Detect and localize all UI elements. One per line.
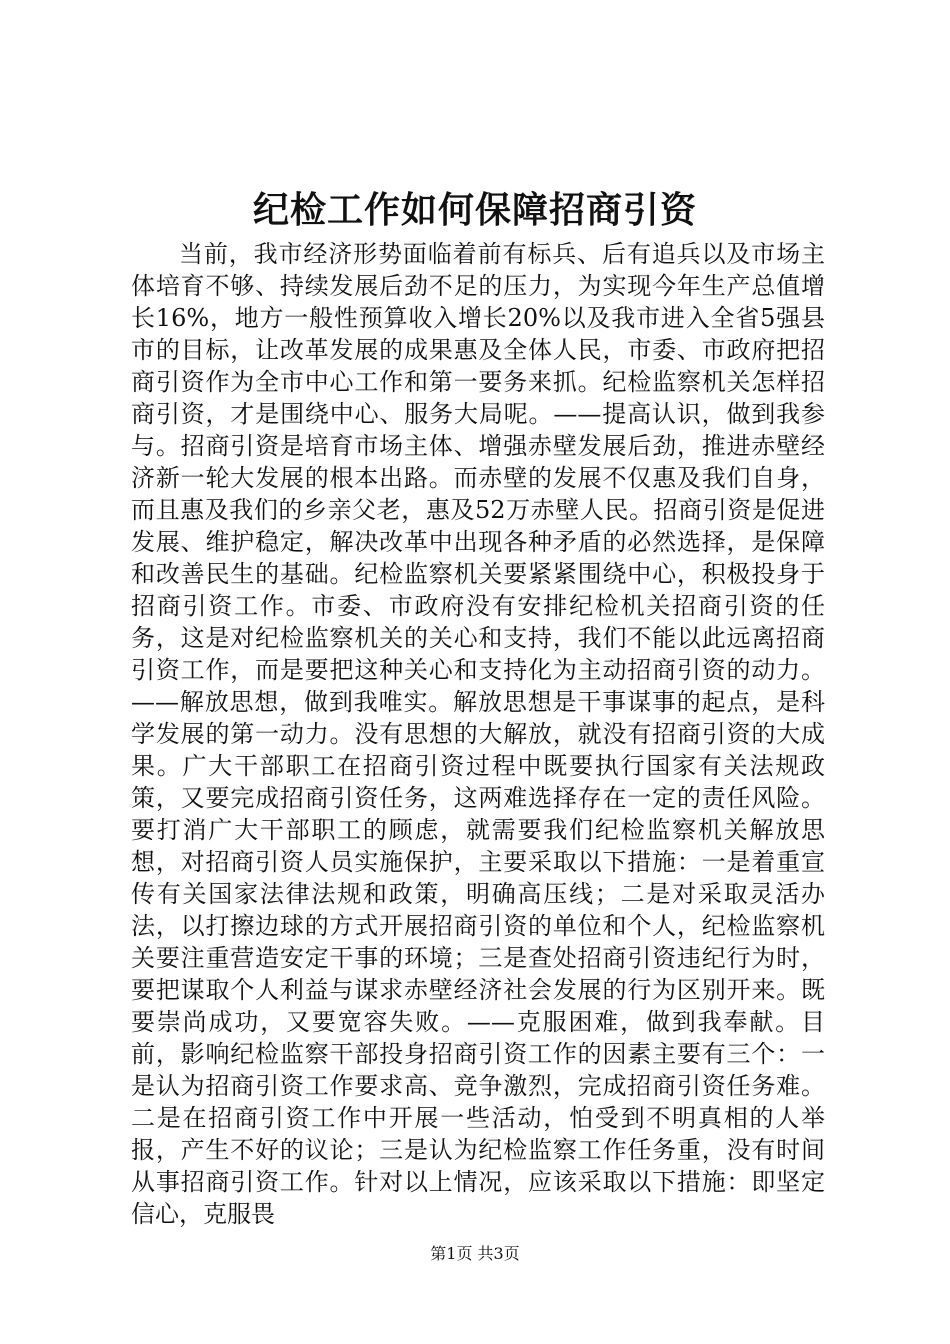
page-number-footer: 第1页 共3页 xyxy=(430,1244,520,1263)
document-title: 纪检工作如何保障招商引资 xyxy=(252,189,697,231)
document-body-paragraph: 当前，我市经济形势面临着前有标兵、后有追兵以及市场主体培育不够、持续发展后劲不足的压力，为实现今年生产总值增长16%，地方一般性预算收入增长20%以及我市进入全省5强县市的目标，让改革发展的成果惠及全体人民，市委、市政府把招商引资作为全市中心工作和第一要务来抓。纪检监察机关怎样招商引资，才是围绕中心、服务大局呢。——提高认识，做到我参与。招商引资是培育市场主体、增强赤壁发展后劲，推进赤壁经济新一轮大发展的根本出路。而赤壁的发展不仅惠及我们自身，而且惠及我们的乡亲父老，惠及52万赤壁人民。招商引资是促进发展、维护稳定，解决改革中出现各种矛盾的必然选择，是保障和改善民生的基础。纪检监察机关要紧紧围绕中心，积极投身于招商引资工作。市委、市政府没有安排纪检机关招商引资的任务，这是对纪检监察机关的关心和支持，我们不能以此远离招商引资工作，而是要把这种关心和支持化为主动招商引资的动力。——解放思想，做到我唯实。解放思想是干事谋事的起点，是科学发展的第一动力。没有思想的大解放，就没有招商引资的大成果。广大干部职工在招商引资过程中既要执行国家有关法规政策，又要完成招商引资任务，这两难选择存在一定的责任风险。要打消广大干部职工的顾虑，就需要我们纪检监察机关解放思想，对招商引资人员实施保护，主要采取以下措施：一是着重宣传有关国家法律法规和政策，明确高压线；二是对采取灵活办法，以打擦边球的方式开展招商引资的单位和个人，纪检监察机关要注重营造安定干事的环境；三是查处招商引资违纪行为时，要把谋取个人利益与谋求赤壁经济社会发展的行为区别开来。既要崇尚成功，又要宽容失败。——克服困难，做到我奉献。目前，影响纪检监察干部投身招商引资工作的因素主要有三个：一是认为招商引资工作要求高、竞争激烈，完成招商引资任务难。二是在招商引资工作中开展一些活动，怕受到不明真相的人举报，产生不好的议论；三是认为纪检监察工作任务重，没有时间从事招商引资工作。针对以上情况，应该采取以下措施：即坚定信心，克服畏 xyxy=(131,240,825,1228)
